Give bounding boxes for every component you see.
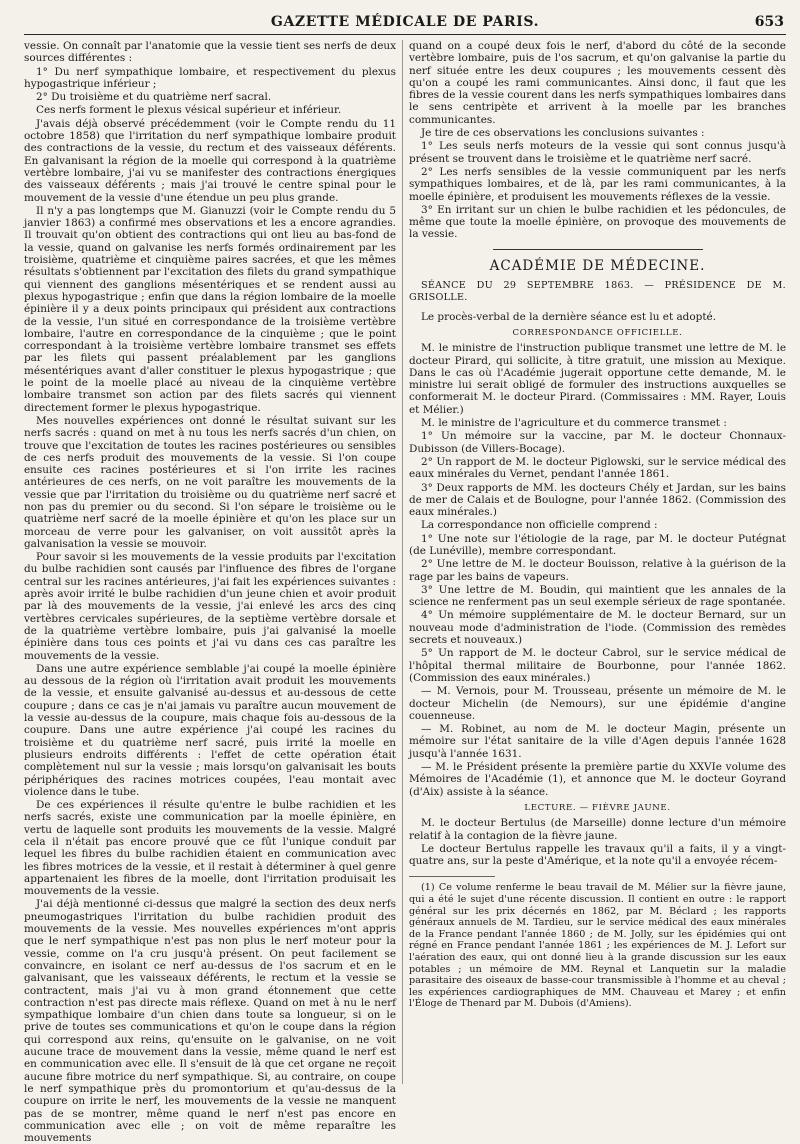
section-title: ACADÉMIE DE MÉDECINE. bbox=[489, 257, 706, 274]
paragraph: 1° Un mémoire sur la vaccine, par M. le docteur Chonnaux-Dubisson (de Villers-Bocage). bbox=[409, 430, 786, 455]
paragraph: M. le ministre de l'instruction publique transmet une lettre de M. le docteur Pirard, qui sollicite, à titre gratuit, une mission au Mexique. Dans le cas où l'Académie jugerait opportune cette demande, M. le ministre lui serait obligé de formuler des instructions auxquelles se conformerait M. le docteur Pirard. (Commissaires : MM. Rayer, Louis et Mélier.) bbox=[409, 342, 786, 416]
paragraph: Ces nerfs forment le plexus vésical supérieur et inférieur. bbox=[36, 104, 342, 117]
paragraph: Pour savoir si les mouvements de la vessie produits par l'excitation du bulbe rachidien sont causés par l'influence des fibres de l'organe central sur les racines antérieures, j'ai fait les expériences suivantes : après avoir irrité le bulbe rachidien d'un jeune chien et avoir produit par là des mouvements de la vessie, j'ai enlevé les arcs des cinq vertèbres cervicales supérieures, de la septième vertèbre dorsale et de la quatrième vertèbre lombaire, puis j'ai galvanisé la moelle épinière dans tous ces points et j'ai vu dans ces cas paraître les mouvements de la vessie. bbox=[24, 551, 396, 662]
paragraph: quand on a coupé deux fois le nerf, d'abord du côté de la seconde vertèbre lombaire, puis de l'os sacrum, et qu'on galvanise la partie du nerf située entre les deux coupures ; les mouvements cessent dès qu'on a coupé les rami communicantes. Ainsi donc, il faut que les fibres de la vessie courent dans les nerfs sympathiques lombaires dans le sens centripète et arrivent à la moelle par les branches communicantes. bbox=[409, 40, 786, 126]
paragraph: M. le docteur Bertulus (de Marseille) donne lecture d'un mémoire relatif à la contagion de la fièvre jaune. bbox=[409, 817, 786, 842]
session-line: SÉANCE DU 29 SEPTEMBRE 1863. — PRÉSIDENCE DE M. GRISOLLE. bbox=[409, 280, 786, 304]
section-separator bbox=[493, 249, 703, 250]
page-header bbox=[24, 12, 786, 35]
subheading-reading: LECTURE. — FIÈVRE JAUNE. bbox=[524, 802, 671, 813]
paragraph: 3° Une lettre de M. Boudin, qui maintient que les annales de la science ne renferment pas un seul exemple sérieux de rage spontanée. bbox=[409, 583, 786, 609]
paragraph: De ces expériences il résulte qu'entre le bulbe rachidien et les nerfs sacrés, existe une communication par la moelle épinière, en vertu de laquelle sont produits les mouvements de la vessie. Malgré cela il n'était pas encore prouvé que ce fût l'unique conduit par lequel les fibres du bulbe rachidien étaient en communication avec les fibres motrices de la vessie, et il restait à déterminer à quel genre appartenaient les fibres de la moelle, dont l'irritation produisait les mouvements de la vessie. bbox=[24, 799, 396, 898]
right-column bbox=[409, 40, 786, 1084]
paragraph: vessie. On connaît par l'anatomie que la vessie tient ses nerfs de deux sources différentes : bbox=[24, 40, 396, 65]
paragraph: 1° Les seuls nerfs moteurs de la vessie qui sont connus jusqu'à présent se trouvent dans le troisième et le quatrième nerf sacré. bbox=[409, 140, 786, 165]
paragraph: 1° Une note sur l'étiologie de la rage, par M. le docteur Putégnat (de Lunéville), membre correspondant. bbox=[409, 532, 786, 557]
subheading-official: CORRESPONDANCE OFFICIELLE. bbox=[512, 327, 683, 338]
paragraph: — M. le Président présente la première partie du XXVIe volume des Mémoires de l'Académie (1), et annonce que M. le docteur Goyrand (d'Aix) assiste à la séance. bbox=[409, 761, 786, 798]
paragraph: — M. Robinet, au nom de M. le docteur Magin, présente un mémoire sur l'état sanitaire de la ville d'Agen depuis l'année 1628 jusqu'à l'année 1631. bbox=[409, 723, 786, 760]
paragraph: 2° Une lettre de M. le docteur Bouisson, relative à la guérison de la rage par les bains de vapeurs. bbox=[409, 558, 786, 583]
paragraph: J'ai déjà mentionné ci-dessus que malgré la section des deux nerfs pneumogastriques l'irritation du bulbe rachidien produit des mouvements de la vessie. Mes nouvelles expériences m'ont appris que le nerf sympathique n'est pas non plus le nerf moteur pour la vessie, comme on l'a cru jusqu'à présent. On peut facilement se convaincre, en isolant ce nerf au-dessus de l'os sacrum et en le galvanisant, que les vaisseaux déférents, le rectum et la vessie se contractent, mais j'ai vu à mon grand étonnement que cette contraction n'est pas directe mais réflexe. Quand on met à nu le nerf sympathique lombaire d'un chien dans toute sa longueur, si on le prive de toutes ses communications et qu'on le coupe dans la région qui correspond aux reins, qu'ensuite on le galvanise, on ne voit aucune trace de mouvement dans la vessie, même quand le nerf est en communication avec elle. Il s'ensuit de là que cet organe ne reçoit aucune fibre motrice du nerf sympathique. Si, au contraire, on coupe le nerf sympathique près du promontorium et qu'au-dessus de la coupure on irrite le nerf, les mouvements de la vessie ne manquent pas de se montrer, même quand le nerf n'est pas encore en communication avec elle ; on voit de même reparaître les mouvements bbox=[24, 898, 396, 1144]
paragraph: M. le ministre de l'agriculture et du commerce transmet : bbox=[421, 417, 727, 430]
footnote-rule bbox=[409, 876, 495, 877]
paragraph: Le docteur Bertulus rappelle les travaux qu'il a faits, il y a vingt-quatre ans, sur la peste d'Amérique, et la note qu'il a envoyée récem- bbox=[409, 842, 786, 868]
paragraph: Le procès-verbal de la dernière séance est lu et adopté. bbox=[421, 310, 717, 323]
paragraph: 2° Les nerfs sensibles de la vessie communiquent par les nerfs sympathiques lombaires, et de là, par les rami communicantes, à la moelle épinière, et produisent les mouvements réflexes de la vessie. bbox=[409, 165, 786, 203]
paragraph: 1° Du nerf sympathique lombaire, et respectivement du plexus hypogastrique inférieur ; bbox=[24, 65, 396, 90]
paragraph: Dans une autre expérience semblable j'ai coupé la moelle épinière au dessous de la région où l'irritation avait produit les mouvements de la vessie, et ensuite galvanisé au-dessus et au-dessous de cette coupure ; dans ce cas je n'ai jamais vu paraître aucun mouvement de la vessie au-dessus de la coupure, mais chaque fois au-dessous de la coupure. Dans une autre expérience j'ai coupé les racines du troisième et du quatrième nerf sacré, puis irrité la moelle en plusieurs endroits différents : l'effet de cette opération était complètement nul sur la vessie ; mais lorsqu'on galvanisait les bouts périphériques des racines motrices coupées, l'eau montait avec violence dans le tube. bbox=[24, 662, 396, 798]
paragraph: 3° Deux rapports de MM. les docteurs Chély et Jardan, sur les bains de mer de Calais et de Boulogne, pour l'année 1862. (Commission des eaux minérales.) bbox=[409, 481, 786, 519]
paragraph: Je tire de ces observations les conclusions suivantes : bbox=[421, 127, 705, 140]
column-divider bbox=[402, 40, 403, 1084]
paragraph: La correspondance non officielle comprend : bbox=[421, 519, 658, 532]
journal-title: GAZETTE MÉDICALE DE PARIS. bbox=[270, 14, 540, 30]
paragraph: Mes nouvelles expériences ont donné le résultat suivant sur les nerfs sacrés : quand on met à nu tous les nerfs sacrés d'un chien, on trouve que l'excitation de toutes les racines postérieures ou sensibles de ces nerfs produit des mouvements de la vessie. Si l'on coupe ensuite ces racines postérieures et si l'on irrite les racines antérieures de ces nerfs, on ne voit paraître les mouvements de la vessie que par l'irritation du troisième ou du quatrième nerf sacré et non pas du premier ou du second. Si l'on sépare le troisième ou le quatrième nerf sacré de la moelle épinière et qu'on les place sur un morceau de verre pour les galvaniser, on voit aussitôt après la galvanisation la vessie se mouvoir. bbox=[24, 414, 396, 550]
paragraph: 3° En irritant sur un chien le bulbe rachidien et les pédoncules, de même que toute la moelle épinière, on provoque des mouvements de la vessie. bbox=[409, 203, 786, 241]
paragraph: — M. Vernois, pour M. Trousseau, présente un mémoire de M. le docteur Michelin (de Nemours), sur une épidémie d'angine couenneuse. bbox=[409, 685, 786, 722]
paragraph: J'avais déjà observé précédemment (voir le Compte rendu du 11 octobre 1858) que l'irritation du nerf sympathique lombaire produit des contractions de la vessie, du rectum et des vaisseaux déférents. En galvanisant la région de la moelle qui correspond à la quatrième vertèbre lombaire, j'ai vu se manifester des contractions énergiques des vaisseaux déférents ; mais j'ai trouvé le centre spinal pour le mouvement de la vessie d'une étendue un peu plus grande. bbox=[24, 117, 396, 204]
left-column bbox=[24, 40, 396, 1144]
paragraph: 2° Un rapport de M. le docteur Piglowski, sur le service médical des eaux minérales du Vernet, pendant l'année 1861. bbox=[409, 455, 786, 481]
paragraph: 4° Un mémoire supplémentaire de M. le docteur Bernard, sur un nouveau mode d'administration de l'iode. (Commission des remèdes secrets et nouveaux.) bbox=[409, 609, 786, 647]
paragraph: 2° Du troisième et du quatrième nerf sacral. bbox=[36, 91, 272, 104]
footnote: (1) Ce volume renferme le beau travail de M. Mélier sur la fièvre jaune, qui a été le sujet d'une récente discussion. Il contient en outre : le rapport général sur les prix décernés en 1862, par M. Béclard ; les rapports généraux annuels de M. Tardieu, sur le service médical des eaux minérales de la France pendant l'année 1860 ; de M. Jolly, sur les épidémies qui ont régné en France pendant l'année 1861 ; les expériences de M. J. Lefort sur l'aération des eaux, qui ont donné lieu à la grande discussion sur les eaux potables ; un mémoire de MM. Reynal et Lanquetin sur la maladie parasitaire des oiseaux de basse-cour transmissible à l'homme et au cheval ; les expériences cardiographiques de MM. Chauveau et Marey ; et enfin l'Éloge de Thenard par M. Dubois (d'Amiens). bbox=[409, 882, 786, 1010]
paragraph: 5° Un rapport de M. le docteur Cabrol, sur le service médical de l'hôpital thermal militaire de Bourbonne, pour l'année 1862. (Commission des eaux minérales.) bbox=[409, 647, 786, 684]
page-number: 653 bbox=[754, 14, 784, 30]
paragraph: Il n'y a pas longtemps que M. Gianuzzi (voir le Compte rendu du 5 janvier 1863) a confirmé mes observations et les a encore agrandies. Il trouvait qu'on obtient des contractions qui ont lieu au bas-fond de la vessie, quand on galvanise les nerfs formés ordinairement par les troisième, quatrième et cinquième paires sacrées, et que les mêmes résultats s'obtiennent par l'excitation des filets du grand sympathique qui viennent des ganglions mésentériques et se rendent aussi au plexus hypogastrique ; enfin que dans la région lombaire de la moelle épinière il y a deux points principaux qui président aux contractions de la vessie, l'un situé en correspondance de la troisième vertèbre lombaire, l'autre en correspondance de la cinquième ; que le point correspondant à la troisième vertèbre lombaire transmet ses effets par les filets qui passent préalablement par les ganglions mésentériques avant d'aller constituer le plexus hypogastrique ; que le point de la moelle placé au niveau de la cinquième vertèbre lombaire transmet son action par des filets sacrés qui viennent directement former le plexus hypogastrique. bbox=[24, 204, 396, 414]
